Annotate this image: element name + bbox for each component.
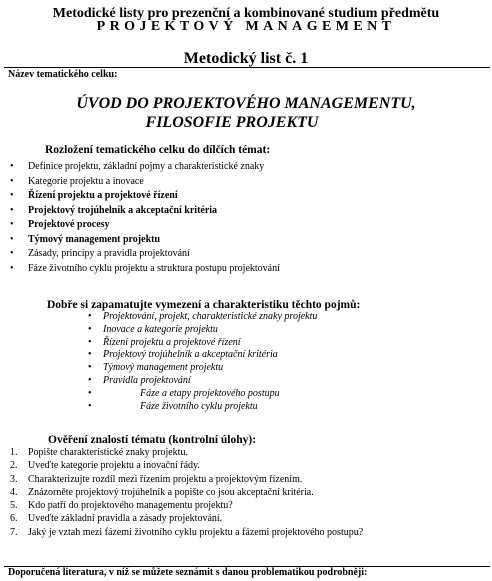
- list-item: [10, 189, 280, 204]
- list-item-text: Fáze životního cyklu projektu: [140, 400, 258, 412]
- list-item-text: Fáze životního cyklu projektu a struktura postupu projektování: [28, 262, 280, 274]
- list-item-text: Řízení projektu a projektové řízení: [103, 336, 241, 348]
- list-item: [10, 218, 280, 233]
- bullet-icon: •: [88, 323, 92, 335]
- list-item-text: Inovace a kategorie projektu: [103, 323, 218, 335]
- list-item-text: Projektový trojúhelník a akceptační kritéria: [103, 349, 278, 361]
- bullet-icon: •: [88, 400, 92, 412]
- task-number: 5.: [10, 500, 18, 512]
- topic-title-line1: ÚVOD DO PROJEKTOVÉHO MANAGEMENTU,: [76, 95, 416, 112]
- topic-title-line2: FILOSOFIE PROJEKTU: [145, 114, 319, 131]
- bullet-icon: •: [88, 362, 92, 374]
- list-item: [88, 349, 317, 362]
- bullet-icon: •: [88, 374, 92, 386]
- task-number: 3.: [10, 473, 18, 485]
- list-item-text: Týmový management projektu: [28, 233, 161, 245]
- list-item: [88, 337, 317, 350]
- list-item: [10, 204, 280, 219]
- list-item: [10, 247, 280, 262]
- task-text: Popište charakteristické znaky projektu.: [28, 447, 188, 458]
- bullet-icon: •: [10, 204, 14, 216]
- list-item: [88, 362, 317, 375]
- bullet-icon: •: [88, 336, 92, 348]
- sheet-title: Metodický list č. 1: [183, 50, 309, 67]
- list-item-text: Fáze a etapy projektového postupu: [140, 387, 280, 399]
- task-item: [10, 473, 363, 486]
- task-number: 4.: [10, 486, 18, 498]
- subtopics-list: [10, 160, 280, 276]
- task-text: Uveďte základní pravidla a zásady projektování.: [28, 513, 223, 525]
- bullet-icon: •: [88, 311, 92, 322]
- list-item: [88, 324, 317, 337]
- list-item-text: Kategorie projektu a inovace: [28, 175, 144, 187]
- list-item: [10, 160, 280, 175]
- bullet-icon: •: [10, 262, 14, 274]
- course-title: PROJEKTOVÝ MANAGEMENT: [96, 19, 396, 34]
- list-item: [10, 175, 280, 190]
- section-title-tasks: Ověření znalostí tématu (kontrolní úlohy):: [48, 434, 257, 446]
- task-item: [10, 459, 363, 472]
- task-text: Jaký je vztah mezi fázemi životního cyklu projektu a fázemi projektového postupu?: [28, 526, 364, 538]
- list-item-text: Projektování, projekt, charakteristické znaky projektu: [103, 311, 318, 322]
- document-header-line1: Metodické listy pro prezenční a kombinované studium předmětu: [52, 6, 440, 21]
- list-item: [88, 388, 317, 401]
- bullet-icon: •: [88, 387, 92, 399]
- task-number: 7.: [10, 526, 18, 538]
- topic-label: Název tematického celku:: [8, 69, 118, 80]
- task-number: 1.: [10, 447, 18, 458]
- task-text: Kdo patří do projektového managementu projektu?: [28, 500, 233, 512]
- task-text: Znázorněte projektový trojúhelník a popište co jsou akceptační kritéria.: [28, 486, 314, 498]
- top-rule: [4, 67, 490, 68]
- bullet-icon: •: [10, 190, 14, 201]
- bullet-icon: •: [10, 219, 14, 230]
- task-item: [10, 499, 363, 512]
- topic-title: [0, 94, 492, 132]
- literature-label: Doporučená literatura, v níž se můžete seznámit s danou problematikou podrobněji:: [8, 567, 368, 578]
- bullet-icon: •: [10, 175, 14, 187]
- task-text: Uveďte kategorie projektu a inovační řády.: [28, 460, 200, 472]
- list-item-text: Zásady, principy a pravidla projektování: [28, 248, 190, 259]
- list-item: [88, 375, 317, 388]
- task-item: [10, 446, 363, 459]
- task-item: [10, 512, 363, 525]
- bullet-icon: •: [10, 161, 14, 172]
- list-item: [88, 311, 317, 324]
- list-item-text: Projektový trojúhelník a akceptační kritéria: [28, 204, 218, 216]
- section-title-subtopics: Rozložení tematického celku do dílčích témat:: [45, 144, 271, 156]
- list-item-text: Pravidla projektování: [103, 374, 191, 386]
- list-item-text: Řízení projektu a projektové řízení: [28, 190, 178, 201]
- task-number: 6.: [10, 513, 18, 525]
- task-item: [10, 526, 363, 539]
- bullet-icon: •: [10, 233, 14, 245]
- task-number: 2.: [10, 460, 18, 472]
- concepts-list: [88, 311, 317, 413]
- section-title-concepts: Dobře si zapamatujte vymezení a charakteristiku těchto pojmů:: [47, 299, 361, 311]
- task-item: [10, 486, 363, 499]
- list-item-text: Projektové procesy: [28, 219, 110, 230]
- list-item: [88, 401, 317, 414]
- list-item-text: Týmový management projektu: [103, 362, 224, 374]
- list-item-text: Definice projektu, základní pojmy a charakteristické znaky: [28, 161, 265, 172]
- list-item: [10, 262, 280, 277]
- task-text: Charakterizujte rozdíl mezi řízením projektu a projektovým řízením.: [28, 473, 303, 485]
- tasks-list: [10, 446, 363, 539]
- bullet-icon: •: [10, 248, 14, 259]
- bullet-icon: •: [88, 349, 92, 361]
- list-item: [10, 233, 280, 248]
